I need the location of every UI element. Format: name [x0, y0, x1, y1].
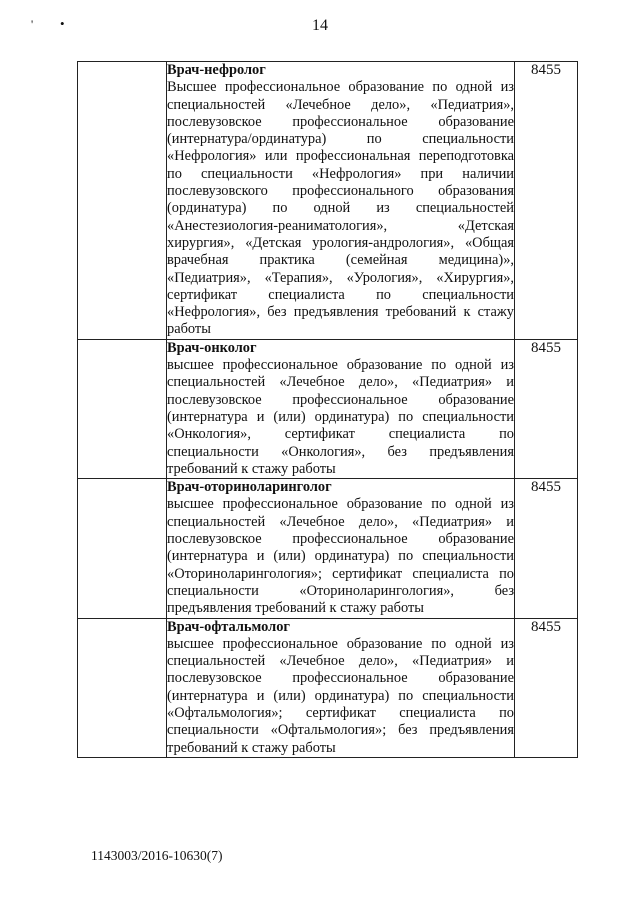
position-cell: [167, 339, 515, 478]
margin-mark: •: [60, 16, 65, 31]
salary-value: 8455: [515, 618, 578, 757]
position-cell: [167, 479, 515, 618]
position-title: Врач-нефролог: [167, 62, 266, 78]
table-row: [78, 618, 578, 757]
position-requirements: Высшее профессиональное образование по одной из специальностей «Лечебное дело», «Педиатрия», послевузовское профессиональное образование (интернатура/ординатура) по специальности «Нефрология» или профессиональная переподготовка по специальности «Нефрология» при наличии послевузовского профессионального образования (ординатура) по одной из специальностей «Анестезиология-реаниматология», «Детская хирургия», «Детская урология-андрология», «Общая врачебная практика (семейная медицина)», «Педиатрия», «Терапия», «Урология», «Хирургия», сертификат специалиста по специальности «Нефрология», без предъявления требований к стажу работы: [167, 79, 514, 338]
margin-mark: ': [31, 17, 34, 31]
table-row: [78, 479, 578, 618]
empty-cell: [78, 618, 167, 757]
empty-cell: [78, 62, 167, 340]
position-requirements: высшее профессиональное образование по одной из специальностей «Лечебное дело», «Педиатрия» и послевузовское профессиональное образование (интернатура и (или) ординатура) по специальности «Онкология», сертификат специалиста по специальности «Онкология», без предъявления требований к стажу работы: [167, 357, 514, 477]
document-code: 1143003/2016-10630(7): [91, 848, 223, 863]
salary-value: 8455: [515, 339, 578, 478]
table-row: [78, 339, 578, 478]
position-cell: [167, 62, 515, 340]
empty-cell: [78, 339, 167, 478]
page-number: 14: [312, 17, 328, 34]
salary-value: 8455: [515, 479, 578, 618]
position-cell: [167, 618, 515, 757]
position-title: Врач-онколог: [167, 339, 257, 356]
position-requirements: высшее профессиональное образование по одной из специальностей «Лечебное дело», «Педиатрия» и послевузовское профессиональное образование (интернатура и (или) ординатура) по специальности «Офтальмология»; сертификат специалиста по специальности «Офтальмология»; без предъявления требований к стажу работы: [167, 635, 514, 756]
position-title: Врач-оториноларинголог: [167, 479, 332, 496]
positions-table: [77, 61, 578, 758]
table-row: [78, 62, 578, 340]
empty-cell: [78, 479, 167, 618]
salary-value: 8455: [515, 62, 578, 340]
position-title: Врач-офтальмолог: [167, 618, 290, 635]
position-requirements: высшее профессиональное образование по одной из специальностей «Лечебное дело», «Педиатрия» и послевузовское профессиональное образование (интернатура и (или) ординатура) по специальности «Оториноларингология»; сертификат специалиста по специальности «Оториноларингология», без предъявления требований к стажу работы: [167, 496, 514, 617]
